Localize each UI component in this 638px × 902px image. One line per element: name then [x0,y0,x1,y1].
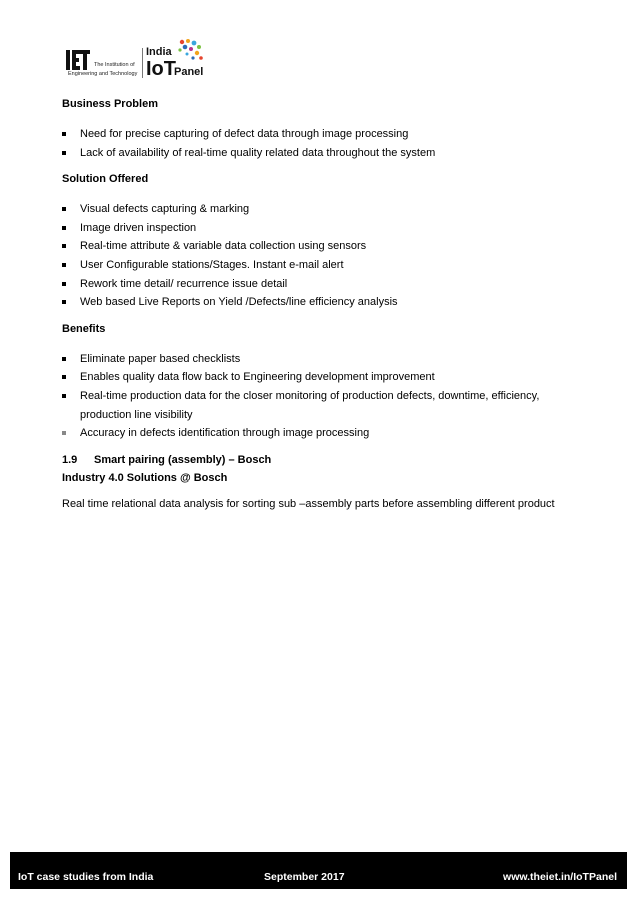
list-item-text: Enables quality data flow back to Engineering development improvement [80,371,435,384]
solution-offered-list [62,200,582,312]
list-item-text: Real-time attribute & variable data collection using sensors [80,240,367,253]
iot-logo-main: IoT [146,58,176,80]
list-item [62,237,582,256]
section-paragraph: Real time relational data analysis for sorting sub –assembly parts before assembling different product [62,497,555,510]
solution-offered-heading: Solution Offered [62,173,149,186]
list-item [62,256,582,275]
list-item [62,350,582,369]
bullet-icon [62,244,66,248]
bullet-icon [62,357,66,361]
iet-logo-line2: Engineering and Technology [68,71,138,77]
iet-logo-mark-icon [66,50,90,70]
list-item-text: User Configurable stations/Stages. Instant e-mail alert [80,258,344,271]
section-heading [62,451,582,469]
iet-logo [66,50,150,80]
list-item-text: Web based Live Reports on Yield /Defects/line efficiency analysis [80,296,398,309]
footer-left: IoT case studies from India [18,871,154,883]
bullet-icon [62,300,66,304]
bullet-icon [62,282,66,286]
list-item-text: Image driven inspection [80,221,197,234]
business-problem-list [62,125,582,162]
document-body [62,97,582,511]
list-item [62,368,582,387]
dots-cluster-icon [176,38,204,64]
benefits-heading: Benefits [62,322,106,335]
list-item [62,144,582,163]
footer-url: www.theiet.in/IoTPanel [503,871,617,883]
bullet-icon [62,375,66,379]
iot-logo-panel: Panel [174,66,204,78]
section-title: Smart pairing (assembly) – Bosch [94,453,272,466]
list-item-text: Rework time detail/ recurrence issue detail [80,277,288,290]
business-problem-heading: Business Problem [62,98,158,110]
bullet-icon [62,151,66,155]
logo-divider [142,48,143,78]
benefits-list [62,350,582,443]
list-item [62,424,582,443]
bullet-icon [62,431,66,435]
list-item-text: Eliminate paper based checklists [80,352,241,365]
list-item-text: Lack of availability of real-time quality related data throughout the system [80,146,436,159]
bullet-icon [62,207,66,211]
iet-logo-line1: The Institution of [94,62,135,68]
iot-panel-logo [146,42,206,82]
list-item-text: Real-time production data for the closer monitoring of production defects, downtime, efficiency, [80,389,540,402]
list-item [62,219,582,238]
list-item [62,275,582,294]
list-item [62,387,582,406]
list-item-text: Visual defects capturing & marking [80,203,250,216]
list-item-text: Need for precise capturing of defect data through image processing [80,128,409,140]
list-item [62,200,582,219]
list-item [62,293,582,312]
bullet-icon [62,132,66,136]
list-item [62,125,582,144]
bullet-icon [62,263,66,267]
section-subtitle: Industry 4.0 Solutions @ Bosch [62,471,228,484]
footer-date: September 2017 [264,871,345,883]
bullet-icon [62,394,66,398]
page-header [62,40,212,82]
list-item-continuation [62,406,582,425]
section-number: 1.9 [62,453,78,466]
list-item-text: Accuracy in defects identification through image processing [80,427,370,440]
page-footer [10,852,627,889]
iot-logo-india: India [146,46,172,58]
list-item-text: production line visibility [80,408,193,421]
bullet-icon [62,226,66,230]
